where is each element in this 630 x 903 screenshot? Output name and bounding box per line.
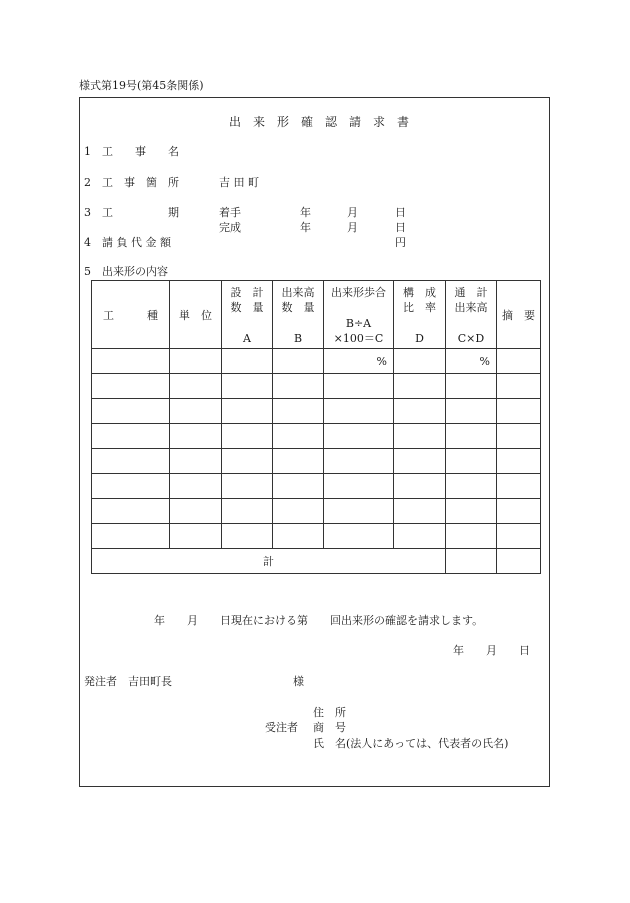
total-row bbox=[92, 549, 541, 574]
header-sekkei-suryo: 設 計 数 量 A bbox=[222, 281, 273, 349]
item-koki: 3 工 期 bbox=[84, 206, 179, 219]
cell[interactable] bbox=[273, 374, 324, 399]
cell[interactable] bbox=[273, 399, 324, 424]
item-koji-mei: 1 工 事 名 bbox=[84, 145, 179, 158]
cell[interactable] bbox=[170, 474, 222, 499]
cell[interactable] bbox=[324, 474, 394, 499]
orderer-label: 発注者 吉田町長 bbox=[84, 675, 172, 688]
cell[interactable] bbox=[170, 449, 222, 474]
cell[interactable] bbox=[92, 474, 170, 499]
cell[interactable] bbox=[170, 349, 222, 374]
cell[interactable] bbox=[446, 449, 497, 474]
cell[interactable] bbox=[222, 474, 273, 499]
cell[interactable] bbox=[92, 374, 170, 399]
chakushu-label: 着手 bbox=[219, 206, 241, 219]
cell[interactable] bbox=[92, 499, 170, 524]
cell[interactable] bbox=[446, 424, 497, 449]
cell-percent[interactable]: % bbox=[446, 349, 497, 374]
cell[interactable] bbox=[446, 499, 497, 524]
cell[interactable] bbox=[273, 524, 324, 549]
chakushu-hi: 日 bbox=[395, 206, 406, 219]
koji-kasho-value: 吉 田 町 bbox=[219, 176, 259, 189]
table-row bbox=[92, 499, 541, 524]
contractor-address: 住 所 bbox=[313, 706, 346, 719]
page-title: 出 来 形 確 認 請 求 書 bbox=[229, 115, 410, 129]
contractor-label: 受注者 bbox=[265, 721, 298, 734]
kansei-label: 完成 bbox=[219, 221, 241, 234]
orderer-sama: 様 bbox=[293, 675, 304, 688]
cell[interactable] bbox=[170, 399, 222, 424]
cell[interactable] bbox=[222, 524, 273, 549]
cell[interactable] bbox=[446, 524, 497, 549]
cell[interactable] bbox=[394, 474, 446, 499]
cell[interactable] bbox=[222, 349, 273, 374]
cell[interactable] bbox=[394, 499, 446, 524]
header-tsukei-dekidaka: 通 計 出来高 C×D bbox=[446, 281, 497, 349]
cell-percent[interactable]: % bbox=[324, 349, 394, 374]
cell[interactable] bbox=[170, 374, 222, 399]
cell[interactable] bbox=[222, 499, 273, 524]
header-kousei-hiritsu: 構 成 比 率 D bbox=[394, 281, 446, 349]
cell[interactable] bbox=[497, 524, 541, 549]
kansei-hi: 日 bbox=[395, 221, 406, 234]
kansei-nen: 年 bbox=[300, 221, 311, 234]
cell[interactable] bbox=[92, 449, 170, 474]
cell[interactable] bbox=[394, 524, 446, 549]
cell[interactable] bbox=[446, 399, 497, 424]
cell[interactable] bbox=[324, 524, 394, 549]
cell[interactable] bbox=[324, 374, 394, 399]
item-ukeoi: 4 請 負 代 金 額 bbox=[84, 236, 171, 249]
cell[interactable] bbox=[92, 399, 170, 424]
cell[interactable] bbox=[497, 474, 541, 499]
total-cell[interactable] bbox=[446, 549, 497, 574]
request-statement: 年 月 日現在における第 回出来形の確認を請求します。 bbox=[154, 614, 484, 627]
cell[interactable] bbox=[92, 524, 170, 549]
cell[interactable] bbox=[92, 424, 170, 449]
cell[interactable] bbox=[170, 499, 222, 524]
header-tani: 単 位 bbox=[170, 281, 222, 349]
cell[interactable] bbox=[222, 399, 273, 424]
cell[interactable] bbox=[394, 449, 446, 474]
contractor-name: 氏 名(法人にあっては、代表者の氏名) bbox=[313, 737, 509, 750]
cell[interactable] bbox=[273, 349, 324, 374]
cell[interactable] bbox=[92, 349, 170, 374]
cell[interactable] bbox=[273, 474, 324, 499]
cell[interactable] bbox=[497, 374, 541, 399]
cell[interactable] bbox=[394, 424, 446, 449]
header-dekigata-buai: 出来形歩合 B÷A ×100＝C bbox=[324, 281, 394, 349]
header-dekidaka-suryo: 出来高 数 量 B bbox=[273, 281, 324, 349]
table-row bbox=[92, 474, 541, 499]
submission-date: 年 月 日 bbox=[453, 644, 530, 657]
cell[interactable] bbox=[446, 374, 497, 399]
header-koushu: 工 種 bbox=[92, 281, 170, 349]
cell[interactable] bbox=[497, 349, 541, 374]
cell[interactable] bbox=[394, 374, 446, 399]
cell[interactable] bbox=[273, 424, 324, 449]
chakushu-nen: 年 bbox=[300, 206, 311, 219]
total-label: 計 bbox=[92, 549, 446, 574]
dekidaka-table bbox=[91, 280, 541, 574]
cell[interactable] bbox=[273, 449, 324, 474]
yen-unit: 円 bbox=[395, 236, 406, 249]
cell[interactable] bbox=[446, 474, 497, 499]
cell[interactable] bbox=[497, 499, 541, 524]
cell[interactable] bbox=[273, 499, 324, 524]
table-row bbox=[92, 449, 541, 474]
form-id: 様式第19号(第45条関係) bbox=[79, 79, 204, 92]
table-row bbox=[92, 424, 541, 449]
cell[interactable] bbox=[394, 349, 446, 374]
kansei-tsuki: 月 bbox=[347, 221, 358, 234]
table-row bbox=[92, 374, 541, 399]
header-tekiyou: 摘 要 bbox=[497, 281, 541, 349]
total-remarks-cell[interactable] bbox=[497, 549, 541, 574]
cell[interactable] bbox=[497, 449, 541, 474]
cell[interactable] bbox=[497, 424, 541, 449]
cell[interactable] bbox=[222, 449, 273, 474]
cell[interactable] bbox=[170, 524, 222, 549]
table-row bbox=[92, 399, 541, 424]
item-naiyou: 5 出来形の内容 bbox=[84, 265, 168, 278]
item-koji-kasho: 2 工 事 箇 所 bbox=[84, 176, 179, 189]
contractor-company: 商 号 bbox=[313, 721, 346, 734]
cell[interactable] bbox=[497, 399, 541, 424]
cell[interactable] bbox=[222, 424, 273, 449]
cell[interactable] bbox=[394, 399, 446, 424]
table-row bbox=[92, 349, 541, 374]
cell[interactable] bbox=[222, 374, 273, 399]
chakushu-tsuki: 月 bbox=[347, 206, 358, 219]
cell[interactable] bbox=[324, 399, 394, 424]
cell[interactable] bbox=[170, 424, 222, 449]
table-header-row bbox=[92, 281, 541, 349]
cell[interactable] bbox=[324, 424, 394, 449]
table-row bbox=[92, 524, 541, 549]
cell[interactable] bbox=[324, 499, 394, 524]
cell[interactable] bbox=[324, 449, 394, 474]
